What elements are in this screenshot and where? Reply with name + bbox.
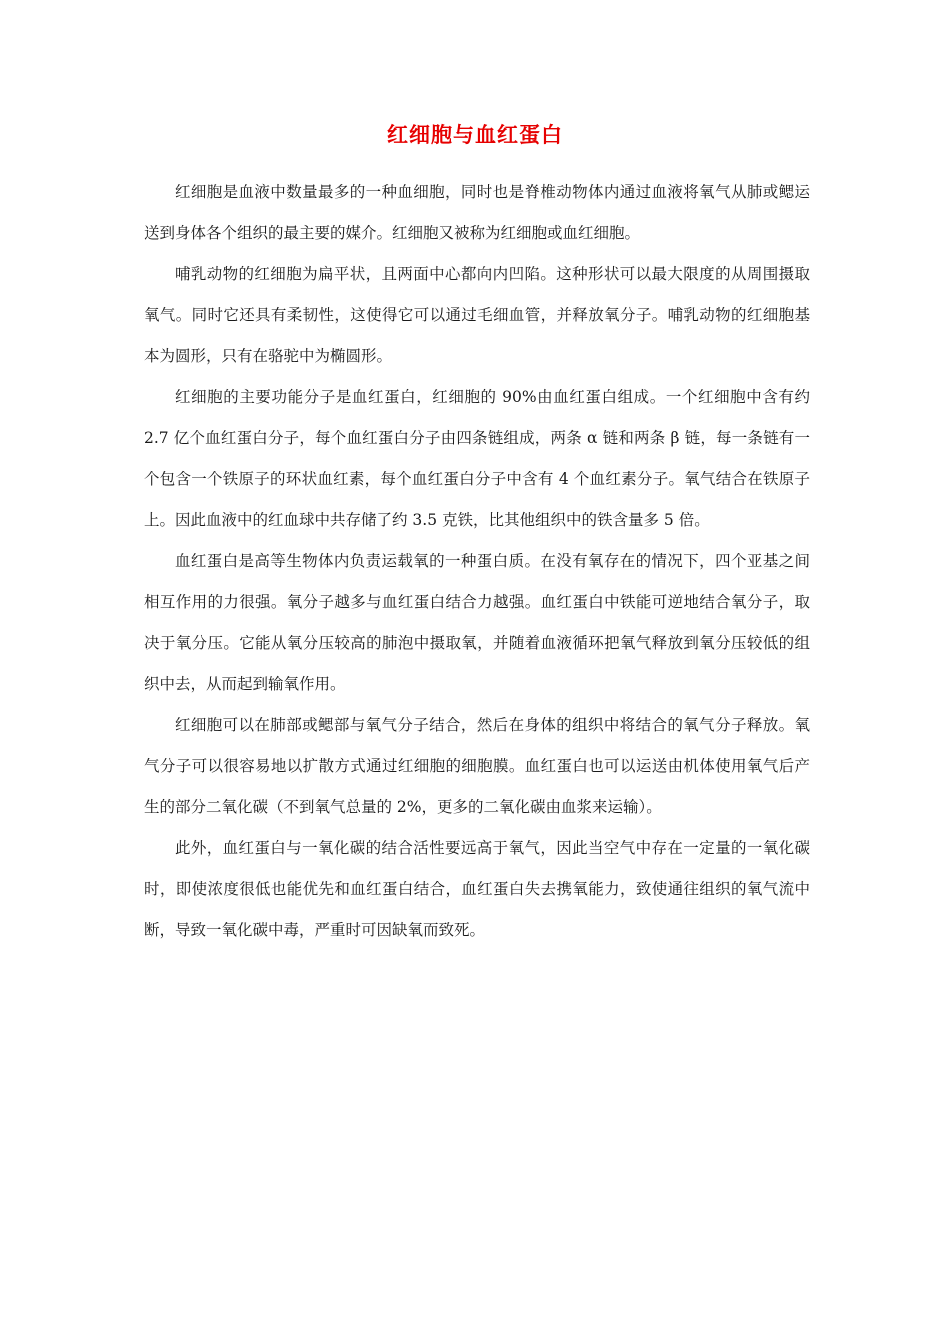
- paragraph-4: 血红蛋白是高等生物体内负责运载氧的一种蛋白质。在没有氧存在的情况下，四个亚基之间相互作用的力很强。氧分子越多与血红蛋白结合力越强。血红蛋白中铁能可逆地结合氧分子，取决于氧分压。它能从氧分压较高的肺泡中摄取氧，并随着血液循环把氧气释放到氧分压较低的组织中去，从而起到输氧作用。: [144, 552, 810, 693]
- paragraph-2: 哺乳动物的红细胞为扁平状，且两面中心都向内凹陷。这种形状可以最大限度的从周围摄取氧气。同时它还具有柔韧性，这使得它可以通过毛细血管，并释放氧分子。哺乳动物的红细胞基本为圆形，只有在骆驼中为椭圆形。: [144, 265, 810, 365]
- paragraph-6: 此外，血红蛋白与一氧化碳的结合活性要远高于氧气，因此当空气中存在一定量的一氧化碳时，即使浓度很低也能优先和血红蛋白结合，血红蛋白失去携氧能力，致使通往组织的氧气流中断，导致一氧化碳中毒，严重时可因缺氧而致死。: [144, 839, 810, 939]
- paragraph-5: 红细胞可以在肺部或鳃部与氧气分子结合，然后在身体的组织中将结合的氧气分子释放。氧气分子可以很容易地以扩散方式通过红细胞的细胞膜。血红蛋白也可以运送由机体使用氧气后产生的部分二氧化碳（不到氧气总量的 2%，更多的二氧化碳由血浆来运输）。: [144, 716, 810, 816]
- paragraph-1: 红细胞是血液中数量最多的一种血细胞，同时也是脊椎动物体内通过血液将氧气从肺或鳃运送到身体各个组织的最主要的媒介。红细胞又被称为红细胞或血红细胞。: [144, 183, 810, 242]
- document-title: 红细胞与血红蛋白: [387, 123, 563, 147]
- paragraph-3: 红细胞的主要功能分子是血红蛋白，红细胞的 90%由血红蛋白组成。一个红细胞中含有约 2.7 亿个血红蛋白分子，每个血红蛋白分子由四条链组成，两条 α 链和两条 β 链，每一条链有一个包含一个铁原子的环状血红素，每个血红蛋白分子中含有 4 个血红素分子。氧气结合在铁原子上。因此血液中的红血球中共存储了约 3.5 克铁，比其他组织中的铁含量多 5 倍。: [144, 388, 810, 529]
- document-body: [144, 172, 810, 951]
